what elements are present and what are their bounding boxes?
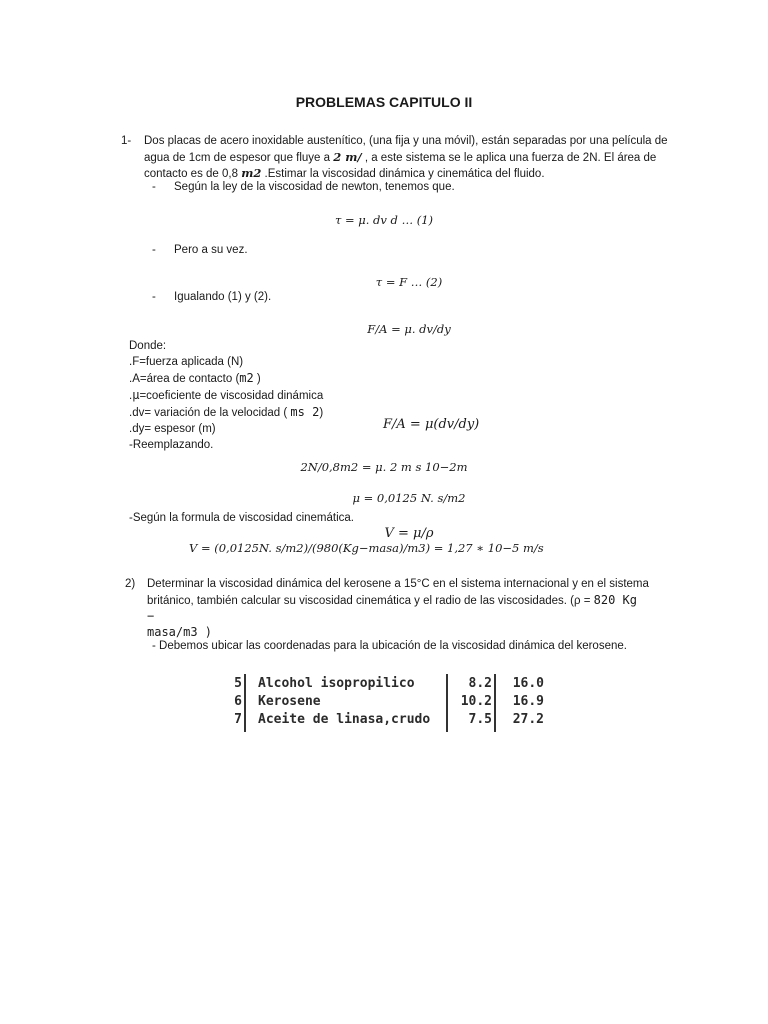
bullet-dash: - [152,181,156,193]
value-1: 7.5 [468,712,492,727]
definitions [129,338,323,453]
problem-1-statement [144,134,668,183]
problem-1-line-2 [144,150,668,167]
value-2: 16.9 [512,694,544,709]
page-title: PROBLEMAS CAPITULO II [295,94,473,110]
velocity-unit: 2 m/ [333,149,362,164]
text-segment: .dv= variación de la velocidad ( [129,407,291,419]
definition-force: .F=fuerza aplicada (N) [129,356,244,368]
equation-6: V = μ/ρ [384,526,434,541]
text-segment: , a este sistema se le aplica una fuerza de 2N. El área de [361,151,657,164]
equation-1: τ = μ. dv d … (1) [334,213,434,227]
area-unit: m2 [241,166,262,180]
text-segment: . [129,390,133,402]
problem-2-line-3: − [147,609,155,623]
text-segment: ) [319,407,324,419]
area-unit: m2 [239,371,254,385]
equation-7: V = (0,0125N. s/m2)/(980(Kg−masa)/m3) = 1,27 ∗ 10−5 m/s [189,541,544,555]
value-1: 8.2 [468,676,492,691]
text-segment: =coeficiente de viscosidad dinámica [139,390,324,402]
equation-5: μ = 0,0125 N. s/m2 [352,491,466,505]
donde-label: Donde: [129,340,167,352]
step-newton-law: Según la ley de la viscosidad de newton, tenemos que. [174,181,455,193]
text-segment: .Estimar la viscosidad dinámica y cinemática del fluido. [261,168,545,180]
bullet-dash: - [152,244,156,256]
kinematic-viscosity-text: -Según la formula de viscosidad cinemática. [129,512,355,524]
fluid-name: Alcohol isopropilico [258,676,415,691]
problem-1-number: 1- [121,135,132,147]
reemplazando-label: -Reemplazando. [129,439,214,451]
problem-2-line-1: Determinar la viscosidad dinámica del kerosene a 15°C en el sistema internacional y en el sistema [147,578,649,590]
step-pero: Pero a su vez. [174,244,248,256]
definition-dv [129,404,323,421]
problem-2-instruction: - Debemos ubicar las coordenadas para la ubicación de la viscosidad dinámica del kerosene. [152,640,627,652]
bullet-dash: - [152,291,156,303]
text-segment: ) [253,373,261,385]
definition-mu [129,387,323,404]
table-row [230,676,546,694]
row-number: 7 [234,712,242,727]
density-unit: 820 Kg [593,592,637,607]
equation-2: τ = F … (2) [375,275,443,289]
table-row [230,694,546,712]
table-row [230,712,546,730]
row-number: 6 [234,694,242,709]
definition-area [129,370,323,387]
scanned-viscosity-table [230,674,546,734]
mu-symbol: μ [132,388,140,402]
definition-dy: .dy= espesor (m) [129,423,216,435]
step-igualando: Igualando (1) y (2). [174,291,272,303]
problem-2-statement [147,577,649,640]
value-1: 10.2 [460,694,492,709]
problem-2-line-2 [147,593,649,610]
value-2: 27.2 [512,712,544,727]
value-2: 16.0 [512,676,544,691]
equation-side: F/A = μ(dv/dy) [383,417,480,432]
equation-4: 2N/0,8m2 = μ. 2 m s 10−2m [300,460,468,474]
text-segment: agua de 1cm de espesor que fluye a [144,151,334,164]
text-segment: británico, también calcular su viscosidad cinemática y el radio de las viscosidades. (ρ = [147,594,594,607]
fluid-name: Aceite de linasa,crudo [258,712,431,727]
fluid-name: Kerosene [258,694,321,709]
text-segment: contacto es de 0,8 [144,168,242,180]
text-segment: .A=área de contacto ( [129,373,240,385]
problem-1-line-1: Dos placas de acero inoxidable austenítico, (una fija y una móvil), están separadas por una película de [144,135,668,147]
problem-2-line-4: masa/m3 ) [147,624,213,639]
problem-2-number: 2) [125,578,136,590]
equation-3: F/A = μ. dv/dy [367,322,451,336]
velocity-unit: ms 2 [290,405,320,419]
row-number: 5 [234,676,242,691]
